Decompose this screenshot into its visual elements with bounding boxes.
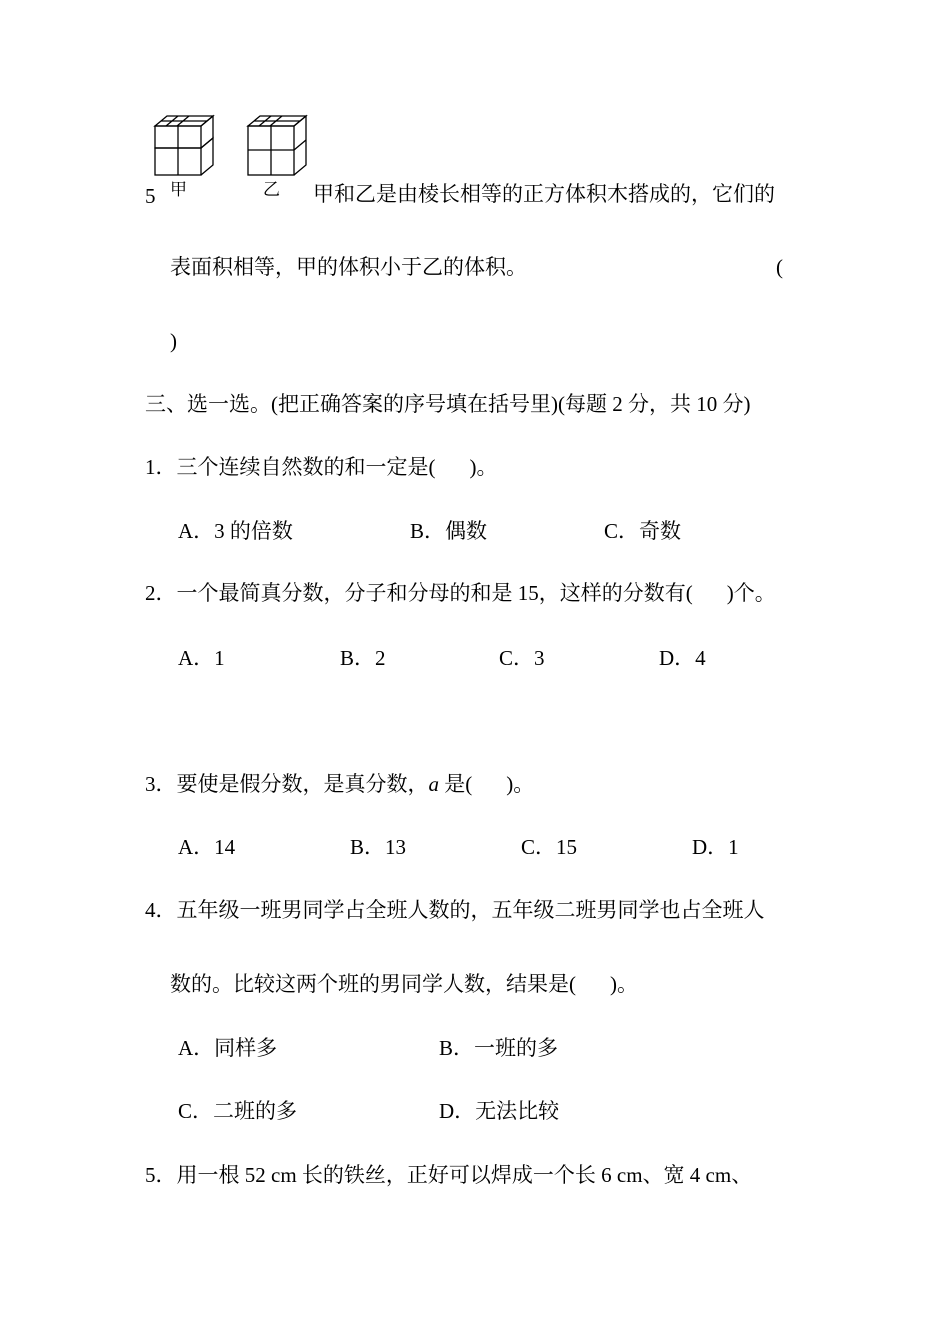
answer-paren-open: ( — [776, 255, 783, 279]
q5-line1: 甲和乙是由棱长相等的正方体积木搭成的，它们的 — [313, 182, 775, 206]
option-3d: D．1 — [692, 835, 739, 859]
option-2c: C．3 — [499, 646, 545, 670]
question-3-mid: 是( — [439, 772, 473, 796]
question-3 — [145, 771, 534, 797]
option-1b: B．偶数 — [410, 519, 488, 543]
question-4-line1: 4．五年级一班男同学占全班人数的，五年级二班男同学也占全班人 — [145, 898, 765, 922]
question-1-prefix: 1．三个连续自然数的和一定是( — [145, 455, 436, 479]
option-4c: C．二班的多 — [178, 1099, 298, 1123]
option-1a: A．3 的倍数 — [178, 519, 293, 543]
q5-number: 5 — [145, 184, 156, 208]
option-2d: D．4 — [659, 646, 706, 670]
option-2b: B．2 — [340, 646, 386, 670]
figure-label-jia: 甲 — [170, 180, 187, 199]
figure-jia-blocks — [150, 112, 220, 182]
question-1 — [145, 454, 498, 480]
question-3-suffix: )。 — [506, 772, 535, 796]
question-5-line1: 5．用一根 52 cm 长的铁丝，正好可以焊成一个长 6 cm、宽 4 cm、 — [145, 1163, 753, 1187]
question-2-suffix: )个。 — [726, 581, 776, 605]
q5-line2: 表面积相等，甲的体积小于乙的体积。 — [170, 255, 527, 279]
answer-paren-close: ) — [170, 329, 177, 353]
question-3-prefix: 3．要使是假分数，是真分数， — [145, 772, 429, 796]
question-2-prefix: 2．一个最简真分数，分子和分母的和是 15，这样的分数有( — [145, 581, 693, 605]
option-1c: C．奇数 — [604, 519, 682, 543]
question-4-line2 — [170, 971, 638, 997]
option-3a: A．14 — [178, 835, 236, 859]
option-4d: D．无法比较 — [439, 1099, 560, 1123]
question-1-suffix: )。 — [469, 455, 498, 479]
section-title: 三、选一选。(把正确答案的序号填在括号里)(每题 2 分，共 10 分) — [145, 392, 751, 416]
option-4b: B．一班的多 — [439, 1036, 559, 1060]
option-3b: B．13 — [350, 835, 407, 859]
figure-yi-blocks — [243, 112, 313, 182]
figure-label-yi: 乙 — [263, 180, 280, 199]
option-2a: A．1 — [178, 646, 225, 670]
option-4a: A．同样多 — [178, 1036, 278, 1060]
option-3c: C．15 — [521, 835, 578, 859]
question-4-prefix: 数的。比较这两个班的男同学人数，结果是( — [170, 972, 576, 996]
variable-a: a — [428, 772, 439, 796]
question-2 — [145, 580, 776, 606]
question-4-suffix: )。 — [610, 972, 638, 996]
